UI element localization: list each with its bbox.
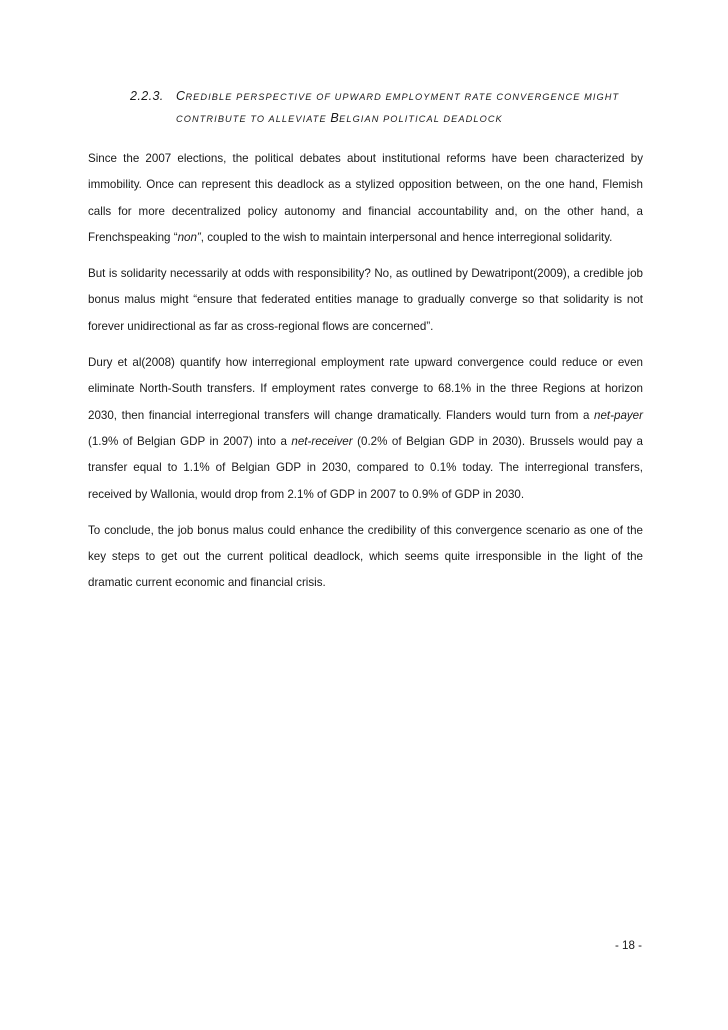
- section-heading: [130, 89, 650, 125]
- section-title-line-1: CREDIBLE PERSPECTIVE OF UPWARD EMPLOYMENT RATE CONVERGENCE MIGHT: [176, 89, 620, 103]
- paragraph-3-text-c: (0.2% of Belgian GDP in 2030). Brussels would pay a transfer equal to 1.1% of Belgian GDP in 2030, compared to 0.1% today. The interregional transfers, received by Wallonia, would drop from 2.1% of GDP in 2007 to 0.9% of GDP in 2030.: [88, 434, 643, 501]
- paragraph-1-text-b: , coupled to the wish to maintain interpersonal and hence interregional solidarity.: [200, 230, 613, 244]
- paragraph-1: [88, 146, 643, 251]
- paragraph-3-emphasis-net-payer: net-payer: [594, 408, 643, 422]
- body-text: [88, 146, 643, 607]
- paragraph-3: [88, 350, 643, 508]
- paragraph-1-text-a: Since the 2007 elections, the political debates about institutional reforms have been characterized by immobility. Once can represent this deadlock as a stylized opposition between, on the one hand, Flemish calls for more decentralized policy autonomy and financial accountability and, on the other hand, a Frenchspeaking “: [88, 152, 643, 244]
- paragraph-3-emphasis-net-receiver: net-receiver: [291, 434, 353, 448]
- section-number: 2.2.3.: [130, 89, 164, 103]
- paragraph-3-text-b: (1.9% of Belgian GDP in 2007) into a: [88, 434, 292, 448]
- paragraph-3-text-a: Dury et al(2008) quantify how interregional employment rate upward convergence could reduce or even eliminate North-South transfers. If employment rates converge to 68.1% in the three Regions at horizon 2030, then financial interregional transfers will change dramatically. Flanders would turn from a: [88, 356, 643, 422]
- paragraph-1-emphasis: non”: [177, 230, 201, 244]
- section-heading-line-1: [130, 89, 650, 103]
- page-number: - 18 -: [614, 939, 642, 952]
- section-title-line-2: CONTRIBUTE TO ALLEVIATE BELGIAN POLITICAL DEADLOCK: [176, 111, 503, 125]
- paragraph-2: But is solidarity necessarily at odds with responsibility? No, as outlined by Dewatripont(2009), a credible job bonus malus might “ensure that federated entities manage to gradually converge so that solidarity is not forever unidirectional as far as cross-regional flows are concerned”.: [88, 267, 643, 333]
- paragraph-4: To conclude, the job bonus malus could enhance the credibility of this convergence scenario as one of the key steps to get out the current political deadlock, which seems quite irresponsible in the light of the dramatic current economic and financial crisis.: [88, 523, 643, 590]
